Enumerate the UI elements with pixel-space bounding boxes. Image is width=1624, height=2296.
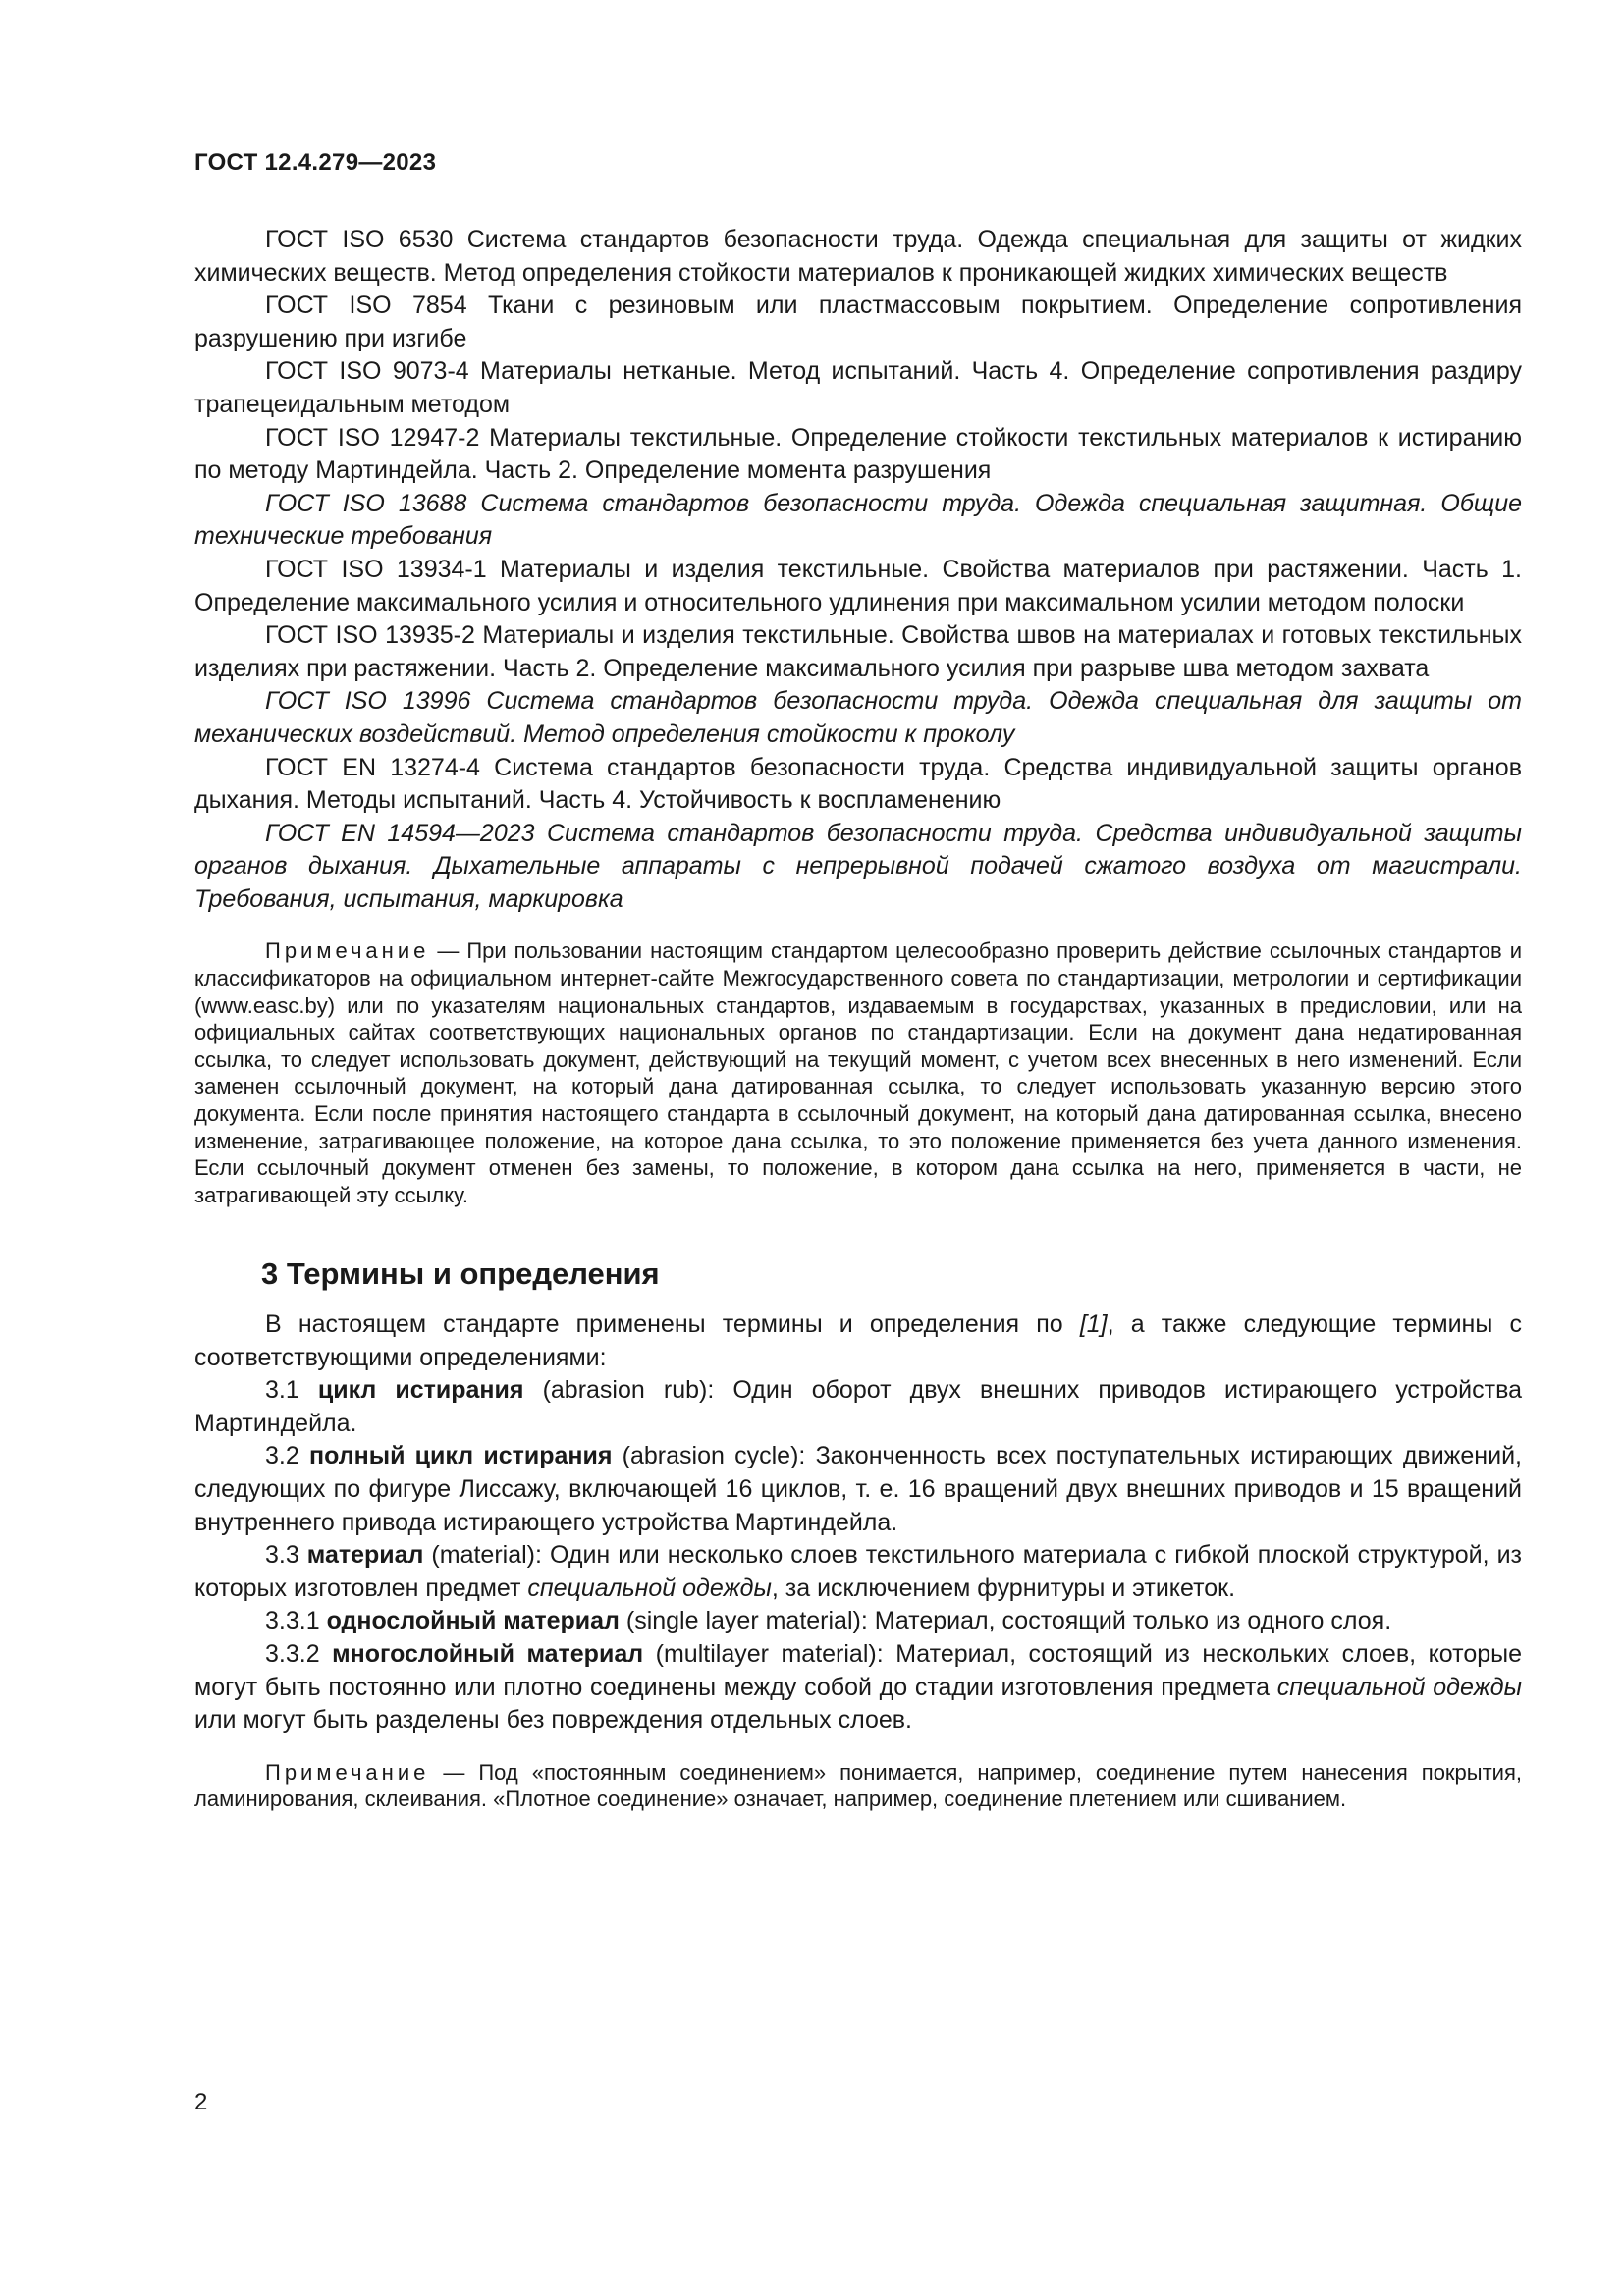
reference-item: ГОСТ EN 13274-4 Система стандартов безопасности труда. Средства индивидуальной защиты органов дыхания. Методы испытаний. Часть 4. Устойчивость к воспламенению xyxy=(194,753,1522,815)
reference-item: ГОСТ ISO 13935-2 Материалы и изделия текстильные. Свойства швов на материалах и готовых текстильных изделиях при растяжении. Часть 2. Определение максимального усилия при разрыве шва методом захвата xyxy=(194,621,1522,682)
term-name: материал xyxy=(306,1541,424,1570)
term-name: многослойный материал xyxy=(332,1639,644,1668)
term-definition: (abrasion rub): Один оборот двух внешних приводов истирающего устройства Мартиндейла. xyxy=(194,1376,1522,1437)
reference-item: ГОСТ ISO 6530 Система стандартов безопасности труда. Одежда специальная для защиты от жидких химических веществ. Метод определения стойкости материалов к проникающей жидких химических веществ xyxy=(194,226,1522,287)
reference-item: ГОСТ ISO 7854 Ткани с резиновым или пластмассовым покрытием. Определение сопротивления разрушению при изгибе xyxy=(194,292,1522,352)
section-title: 3 Термины и определения xyxy=(261,1256,660,1292)
term-name: полный цикл истирания xyxy=(308,1442,613,1470)
term-number: 3.2 xyxy=(265,1442,309,1470)
term-number: 3.1 xyxy=(265,1376,318,1405)
reference-item: ГОСТ ISO 9073-4 Материалы нетканые. Метод испытаний. Часть 4. Определение сопротивления раздиру трапецеидальным методом xyxy=(194,357,1522,418)
term-3-3-1 xyxy=(194,1605,1522,1638)
note-text: — Под «постоянным соединением» понимается, например, соединение путем нанесения покрытия, ламинирования, склеивания. «Плотное соединение» означает, например, соединение плетением или сшиванием. xyxy=(194,1759,1522,1812)
term-definition: (abrasion cycle): Законченность всех поступательных истирающих движений, следующих по фигуре Лиссажу, включающей 16 циклов, т. е. 16 вращений двух внешних приводов и 15 вращений внутреннего привода истирающего устройства Мартиндейла. xyxy=(194,1442,1522,1536)
document-body xyxy=(194,224,1522,1813)
note-label: Примечание xyxy=(265,938,430,964)
term-definition: (multilayer material): Материал, состоящий из нескольких слоев, которые могут быть постоянно или плотно соединены между собой до стадии изготовления предмета xyxy=(194,1639,1523,1701)
term-3-3-2 xyxy=(194,1638,1522,1737)
term-3-1 xyxy=(194,1374,1522,1440)
intro-reference: [1] xyxy=(1079,1310,1108,1338)
reference-item: ГОСТ ISO 13934-1 Материалы и изделия текстильные. Свойства материалов при растяжении. Часть 1. Определение максимального усилия и относительного удлинения при максимальном усилии методом полоски xyxy=(194,555,1522,616)
term-italic-ref: специальной одежды xyxy=(1276,1673,1522,1701)
term-name: однослойный материал xyxy=(326,1607,620,1635)
intro-text: , а также следующие термины с соответствующими определениями: xyxy=(194,1310,1522,1371)
page-number: 2 xyxy=(194,2089,208,2115)
term-number: 3.3.1 xyxy=(265,1607,327,1635)
document-header-code: ГОСТ 12.4.279—2023 xyxy=(194,149,437,176)
reference-item-italic: ГОСТ ISO 13996 Система стандартов безопасности труда. Одежда специальная для защиты от механических воздействий. Метод определения стойкости к проколу xyxy=(194,687,1522,748)
note-label: Примечание xyxy=(265,1759,430,1785)
term-italic-ref: специальной одежды xyxy=(527,1574,772,1602)
section-intro xyxy=(194,1308,1522,1374)
reference-item: ГОСТ ISO 12947-2 Материалы текстильные. Определение стойкости текстильных материалов к истиранию по методу Мартиндейла. Часть 2. Определение момента разрушения xyxy=(194,423,1522,485)
term-name: цикл истирания xyxy=(317,1376,524,1405)
term-definition: или могут быть разделены без повреждения отдельных слоев. xyxy=(194,1706,912,1735)
intro-text: В настоящем стандарте применены термины и определения по xyxy=(265,1310,1080,1338)
term-3-3 xyxy=(194,1539,1522,1605)
term-definition: (single layer material): Материал, состоящий только из одного слоя. xyxy=(619,1607,1392,1635)
term-definition: , за исключением фурнитуры и этикеток. xyxy=(771,1574,1236,1602)
term-number: 3.3.2 xyxy=(265,1639,333,1668)
note-text: — При пользовании настоящим стандартом целесообразно проверить действие ссылочных стандартов и классификаторов на официальном интернет-сайте Межгосударственного совета по стандартизации, метрологии и сертификации (www.easc.by) или по указателям национальных стандартов, издаваемым в государствах, указанных в предисловии, или на официальных сайтах соответствующих национальных органов по стандартизации. Если на документ дана недатированная ссылка, то следует использовать документ, действующий на текущий момент, с учетом всех внесенных в него изменений. Если заменен ссылочный документ, на который дана датированная ссылка, то следует использовать указанную версию этого документа. Если после принятия настоящего стандарта в ссылочный документ, на который дана датированная ссылка, внесено изменение, затрагивающее положение, на которое дана ссылка, то это положение применяется без учета данного изменения. Если ссылочный документ отменен без замены, то положение, в котором дана ссылка на него, применяется в части, не затрагивающей эту ссылку. xyxy=(194,938,1522,1207)
reference-item-italic: ГОСТ EN 14594—2023 Система стандартов безопасности труда. Средства индивидуальной защиты органов дыхания. Дыхательные аппараты с непрерывной подачей сжатого воздуха от магистрали. Требования, испытания, маркировка xyxy=(194,819,1522,913)
note-terms xyxy=(194,1759,1522,1813)
term-definition: (material): Один или несколько слоев текстильного материала с гибкой плоской структурой, из которых изготовлен предмет xyxy=(194,1541,1523,1602)
note-references xyxy=(194,937,1522,1208)
term-number: 3.3 xyxy=(265,1541,307,1570)
reference-item-italic: ГОСТ ISO 13688 Система стандартов безопасности труда. Одежда специальная защитная. Общие технические требования xyxy=(194,489,1522,551)
term-3-2 xyxy=(194,1440,1522,1539)
